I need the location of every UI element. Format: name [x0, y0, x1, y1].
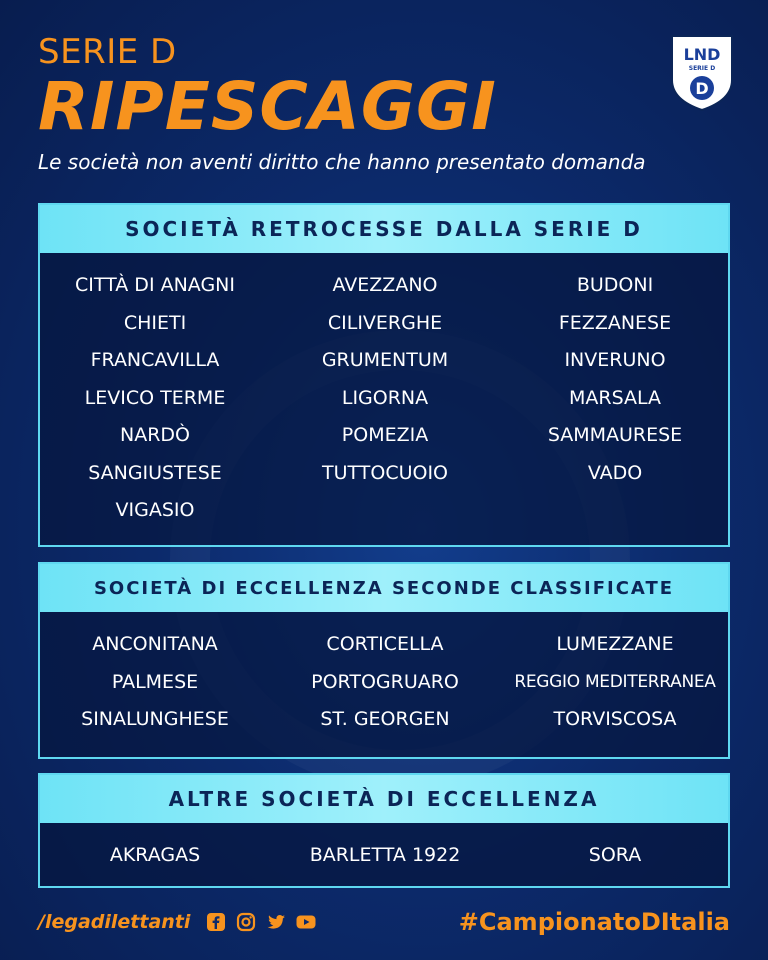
team-name: BARLETTA 1922	[309, 844, 461, 866]
team-name: REGGIO MEDITERRANEA	[514, 671, 716, 692]
team-name: ST. GEORGEN	[320, 708, 450, 730]
section-other-eccellenza-teams	[40, 823, 728, 875]
logo-top-text: LND	[683, 45, 721, 64]
section-other-eccellenza-title: ALTRE SOCIETÀ DI ECCELLENZA	[40, 775, 728, 823]
team-name: FRANCAVILLA	[90, 349, 220, 371]
team-name: CITTÀ DI ANAGNI	[75, 274, 235, 296]
team-name: ANCONITANA	[92, 633, 218, 655]
team-name: TORVISCOSA	[553, 708, 677, 730]
team-name: SANGIUSTESE	[88, 461, 222, 484]
team-name: LUMEZZANE	[556, 633, 674, 655]
social-handle[interactable]: /legadilettanti	[38, 911, 191, 933]
youtube-icon[interactable]	[296, 912, 316, 932]
social-links	[38, 911, 316, 933]
team-name: BUDONI	[576, 274, 654, 296]
team-name: PORTOGRUARO	[311, 670, 459, 693]
team-name: AVEZZANO	[332, 274, 438, 296]
instagram-icon[interactable]	[236, 912, 256, 932]
team-name: TUTTOCUOIO	[321, 461, 449, 484]
section-relegated	[38, 203, 730, 547]
team-name: AKRAGAS	[109, 844, 201, 866]
team-name: NARDÒ	[120, 424, 190, 446]
team-name: CILIVERGHE	[327, 311, 443, 334]
team-name: INVERUNO	[564, 349, 666, 371]
team-name: GRUMENTUM	[321, 349, 449, 371]
team-name: MARSALA	[568, 386, 662, 409]
team-name: POMEZIA	[341, 424, 429, 446]
team-name: FEZZANESE	[558, 311, 672, 334]
page-subtitle: Le società non aventi diritto che hanno presentato domanda	[38, 150, 646, 174]
team-name: CHIETI	[123, 311, 187, 334]
team-name: PALMESE	[111, 670, 199, 693]
team-name: VIGASIO	[115, 499, 195, 521]
header	[38, 32, 738, 174]
team-name: LEVICO TERME	[84, 386, 226, 409]
lnd-serie-d-logo	[668, 32, 736, 112]
page-title: RIPESCAGGI	[38, 68, 497, 145]
section-relegated-teams	[40, 253, 728, 530]
logo-letter: D	[695, 79, 709, 98]
section-other-eccellenza	[38, 773, 730, 888]
team-name: CORTICELLA	[326, 633, 444, 655]
section-eccellenza-second-teams	[40, 612, 728, 739]
header-kicker: SERIE D	[38, 32, 177, 72]
logo-bottom-text: SERIE D	[688, 65, 716, 72]
footer	[38, 902, 730, 942]
section-eccellenza-second	[38, 562, 730, 759]
team-name: SAMMAURESE	[547, 424, 683, 446]
facebook-icon[interactable]	[206, 912, 226, 932]
team-name: LIGORNA	[341, 386, 429, 409]
twitter-icon[interactable]	[266, 912, 286, 932]
team-name: SINALUNGHESE	[81, 708, 229, 730]
section-eccellenza-second-title: SOCIETÀ DI ECCELLENZA SECONDE CLASSIFICATE	[40, 564, 728, 612]
hashtag[interactable]: #CampionatoDItalia	[458, 908, 730, 936]
section-relegated-title: SOCIETÀ RETROCESSE DALLA SERIE D	[40, 205, 728, 253]
team-name: VADO	[587, 461, 643, 484]
team-name: SORA	[588, 844, 642, 866]
